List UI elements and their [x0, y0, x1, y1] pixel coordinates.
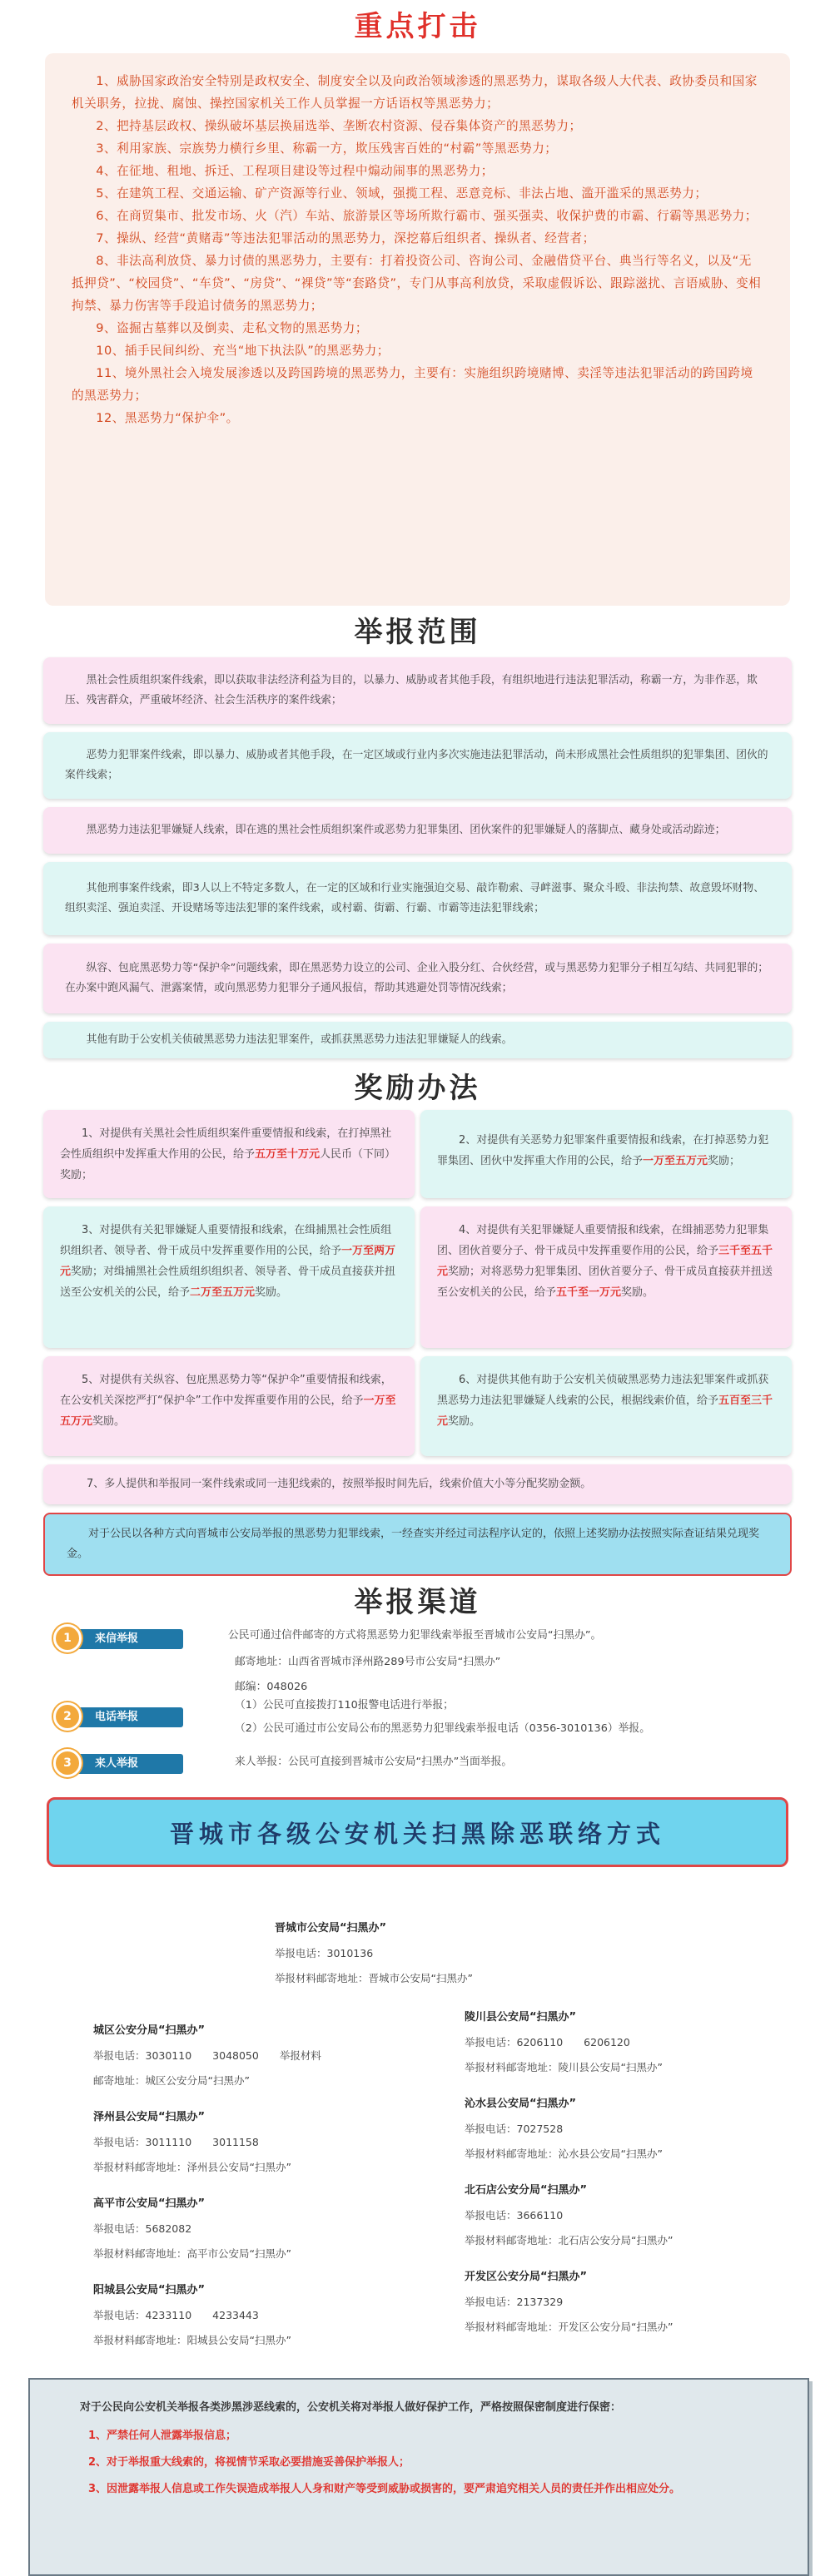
office-name: 泽州县公安局“扫黑办”: [93, 2111, 206, 2123]
channel-tag-number: 3: [53, 1749, 82, 1777]
reward-item-7: 7、多人提供和举报同一案件线索或同一违犯线索的，按照举报时间先后，线索价值大小等分配奖励金额。: [43, 1464, 792, 1504]
reward-grid: [43, 1110, 792, 1464]
channel-mail-desc: 公民可通过信件邮寄的方式将黑恶势力犯罪线索举报至晋城市公安局“扫黑办”。: [228, 1629, 602, 1642]
privacy-box: [28, 2378, 809, 2576]
channel-section: [43, 1624, 792, 1791]
office-gaoping: [93, 2192, 291, 2266]
office-address: 邮寄地址：城区公安分局“扫黑办”: [93, 2074, 250, 2087]
scope-item: 黑社会性质组织案件线索，即以获取非法经济利益为目的，以暴力、威胁或者其他手段，有组织地进行违法犯罪活动，称霸一方，为非作恶，欺压、残害群众，严重破坏经济、社会生活秩序的案件线索；: [43, 657, 792, 724]
office-address: 举报材料邮寄地址：晋城市公安局“扫黑办”: [275, 1972, 473, 1984]
scope-item: 其他有助于公安机关侦破黑恶势力违法犯罪案件，或抓获黑恶势力违法犯罪嫌疑人的线索。: [43, 1022, 792, 1058]
focus-item: 7、操纵、经营“黄赌毒”等违法犯罪活动的黑恶势力，深挖幕后组织者、操纵者、经营者；: [96, 231, 595, 245]
focus-item: 1、威胁国家政治安全特别是政权安全、制度安全以及向政治领域渗透的黑恶势力，谋取各级人大代表、政协委员和国家机关职务，拉拢、腐蚀、操控国家机关工作人员掌握一方话语权等黑恶势力；: [72, 74, 758, 111]
office-lingchuan: [465, 2005, 663, 2080]
focus-item: 10、插手民间纠纷、充当“地下执法队”的黑恶势力；: [96, 344, 390, 358]
channel-title: 举报渠道: [354, 1586, 481, 1619]
focus-item: 6、在商贸集市、批发市场、火（汽）车站、旅游景区等场所欺行霸市、强买强卖、收保护费的市霸、行霸等黑恶势力；: [96, 209, 758, 223]
office-address: 举报材料邮寄地址：泽州县公安局“扫黑办”: [93, 2161, 291, 2173]
focus-item: 2、把持基层政权、操纵破坏基层换届选举、垄断农村资源、侵吞集体资产的黑恶势力；: [96, 119, 582, 133]
reward-item-6: 6、对提供其他有助于公安机关侦破黑恶势力违法犯罪案件或抓获黑恶势力违法犯罪嫌疑人线索的公民，根据线索价值，给予五百至三千元奖励。: [420, 1356, 792, 1456]
office-address: 举报材料邮寄地址：沁水县公安局“扫黑办”: [465, 2147, 663, 2160]
channel-visit-desc: 来人举报：公民可直接到晋城市公安局“扫黑办”当面举报。: [235, 1756, 513, 1768]
channel-mail-zip: 邮编：048026: [235, 1681, 308, 1693]
privacy-item: 1、严禁任何人泄露举报信息；: [88, 2430, 237, 2442]
office-yangcheng: [93, 2278, 291, 2353]
office-name: 阳城县公安局“扫黑办”: [93, 2284, 206, 2296]
channel-mail-address: 邮寄地址：山西省晋城市泽州路289号市公安局“扫黑办”: [235, 1656, 501, 1668]
focus-item: 12、黑恶势力“保护伞”。: [96, 411, 239, 425]
office-phone: 举报电话：2137329: [465, 2296, 564, 2308]
focus-item: 8、非法高利放贷、暴力讨债的黑恶势力，主要有：打着投资公司、咨询公司、金融借贷平台、典当行等名义，以及“无抵押贷”、“校园贷”、“车贷”、“房贷”、“裸贷”等“套路贷”，专门从事高利放贷，采取虚假诉讼、跟踪滋扰、言语威胁、变相拘禁、暴力伤害等手段追讨债务的黑恶势力；: [72, 254, 762, 313]
channel-tag-label: 来信举报: [67, 1629, 183, 1649]
office-phone: 举报电话：4233110 4233443: [93, 2309, 259, 2321]
office-name: 陵川县公安局“扫黑办”: [465, 2011, 577, 2024]
channel-tag-number: 1: [53, 1624, 82, 1652]
focus-box: [45, 53, 790, 606]
focus-item: 3、利用家族、宗族势力横行乡里、称霸一方，欺压残害百姓的“村霸”等黑恶势力；: [96, 141, 558, 156]
contact-banner: [47, 1797, 788, 1867]
office-name: 晋城市公安局“扫黑办”: [275, 1922, 387, 1934]
scope-item: 纵容、包庇黑恶势力等“保护伞”问题线索，即在黑恶势力设立的公司、企业入股分红、合伙经营，或与黑恶势力犯罪分子相互勾结、共同犯罪的；在办案中跑风漏气、泄露案情，或向黑恶势力犯罪分子通风报信，帮助其逃避处罚等情况线索；: [43, 944, 792, 1013]
channel-tag-label: 来人举报: [67, 1754, 183, 1774]
office-name: 高平市公安局“扫黑办”: [93, 2197, 206, 2210]
focus-item: 11、境外黑社会入境发展渗透以及跨国跨境的黑恶势力，主要有：实施组织跨境赌博、卖淫等违法犯罪活动的跨国跨境的黑恶势力；: [72, 366, 753, 403]
scope-item: 黑恶势力违法犯罪嫌疑人线索，即在逃的黑社会性质组织案件或恶势力犯罪集团、团伙案件的犯罪嫌疑人的落脚点、藏身处或活动踪迹；: [43, 807, 792, 854]
reward-item-4: 4、对提供有关犯罪嫌疑人重要情报和线索，在缉捕恶势力犯罪集团、团伙首要分子、骨干成员中发挥重要作用的公民，给予三千至五千元奖励；对将恶势力犯罪集团、团伙首要分子、骨干成员直接获并扭送至公安机关的公民，给予五千至一万元奖励。: [420, 1206, 792, 1348]
office-name: 沁水县公安局“扫黑办”: [465, 2098, 577, 2110]
channel-phone-hotline: （2）公民可通过市公安局公布的黑恶势力犯罪线索举报电话（0356-3010136）举报。: [235, 1722, 651, 1735]
channel-tag-label: 电话举报: [67, 1707, 183, 1727]
privacy-intro: 对于公民向公安机关举报各类涉黑涉恶线索的，公安机关将对举报人做好保护工作，严格按照保密制度进行保密：: [80, 2401, 622, 2414]
privacy-item: 3、因泄露举报人信息或工作失误造成举报人人身和财产等受到威胁或损害的，要严肃追究相关人员的责任并作出相应处分。: [88, 2483, 681, 2495]
reward-note: 对于公民以各种方式向晋城市公安局举报的黑恶势力犯罪线索，一经查实并经过司法程序认定的，依照上述奖励办法按照实际查证结果兑现奖金。: [43, 1513, 792, 1576]
reward-item-1: 1、对提供有关黑社会性质组织案件重要情报和线索，在打掉黑社会性质组织中发挥重大作用的公民，给予五万至十万元人民币（下同）奖励；: [43, 1110, 415, 1198]
channel-tag-phone: [53, 1702, 186, 1731]
office-address: 举报材料邮寄地址：开发区公安分局“扫黑办”: [465, 2321, 673, 2333]
privacy-item: 2、对于举报重大线索的，将视情节采取必要措施妥善保护举报人；: [88, 2456, 410, 2469]
office-chengqu: [93, 2019, 321, 2093]
office-phone: 举报电话：5682082: [93, 2222, 192, 2235]
office-beishidian: [465, 2178, 673, 2253]
office-phone: 举报电话：3666110: [465, 2209, 564, 2222]
office-name: 北石店公安分局“扫黑办”: [465, 2184, 588, 2197]
channel-tag-number: 2: [53, 1702, 82, 1731]
reward-item-2: 2、对提供有关恶势力犯罪案件重要情报和线索，在打掉恶势力犯罪集团、团伙中发挥重大作用的公民，给予一万至五万元奖励；: [420, 1110, 792, 1198]
scope-title: 举报范围: [354, 616, 481, 649]
contact-banner-title: 晋城市各级公安机关扫黑除恶联络方式: [169, 1819, 665, 1848]
office-address: 举报材料邮寄地址：北石店公安分局“扫黑办”: [465, 2234, 673, 2247]
focus-title: 重点打击: [354, 10, 481, 43]
office-qinshui: [465, 2092, 663, 2167]
office-zezhou: [93, 2105, 291, 2180]
reward-item-3: 3、对提供有关犯罪嫌疑人重要情报和线索，在缉捕黑社会性质组织组织者、领导者、骨干成员中发挥重要作用的公民，给予一万至两万元奖励；对缉捕黑社会性质组织组织者、领导者、骨干成员直接获并扭送至公安机关的公民，给予二万至五万元奖励。: [43, 1206, 415, 1348]
office-phone: 举报电话：6206110 6206120: [465, 2036, 630, 2048]
focus-item: 4、在征地、租地、拆迁、工程项目建设等过程中煽动闹事的黑恶势力；: [96, 164, 494, 178]
channel-phone-110: （1）公民可直接拨打110报警电话进行举报；: [235, 1699, 454, 1712]
office-name: 开发区公安分局“扫黑办”: [465, 2271, 588, 2283]
office-phone: 举报电话：3011110 3011158: [93, 2136, 259, 2148]
reward-item-5: 5、对提供有关纵容、包庇黑恶势力等“保护伞”重要情报和线索，在公安机关深挖严打“保护伞”工作中发挥重要作用的公民，给予一万至五万元奖励。: [43, 1356, 415, 1456]
office-phone: 举报电话：3030110 3048050 举报材料: [93, 2049, 321, 2062]
office-address: 举报材料邮寄地址：高平市公安局“扫黑办”: [93, 2247, 291, 2260]
channel-tag-visit: [53, 1749, 186, 1777]
office-kaifaqu: [465, 2265, 673, 2340]
scope-item: 恶势力犯罪案件线索，即以暴力、威胁或者其他手段，在一定区域或行业内多次实施违法犯罪活动，尚未形成黑社会性质组织的犯罪集团、团伙的案件线索；: [43, 732, 792, 799]
reward-title: 奖励办法: [354, 1072, 481, 1105]
office-address: 举报材料邮寄地址：阳城县公安局“扫黑办”: [93, 2334, 291, 2346]
focus-item: 5、在建筑工程、交通运输、矿产资源等行业、领域，强揽工程、恶意竞标、非法占地、滥开滥采的黑恶势力；: [96, 186, 708, 201]
office-address: 举报材料邮寄地址：陵川县公安局“扫黑办”: [465, 2061, 663, 2073]
focus-item: 9、盗掘古墓葬以及倒卖、走私文物的黑恶势力；: [96, 321, 368, 335]
channel-tag-mail: [53, 1624, 186, 1652]
office-name: 城区公安分局“扫黑办”: [93, 2024, 206, 2037]
office-city: [275, 1916, 473, 1991]
office-phone: 举报电话：3010136: [275, 1947, 374, 1959]
scope-item: 其他刑事案件线索，即3人以上不特定多数人，在一定的区域和行业实施强迫交易、敲诈勒索、寻衅滋事、聚众斗殴、非法拘禁、故意毁坏财物、组织卖淫、强迫卖淫、开设赌场等违法犯罪的案件线索，或村霸、街霸、行霸、市霸等违法犯罪线索；: [43, 862, 792, 935]
office-phone: 举报电话：7027528: [465, 2123, 564, 2135]
